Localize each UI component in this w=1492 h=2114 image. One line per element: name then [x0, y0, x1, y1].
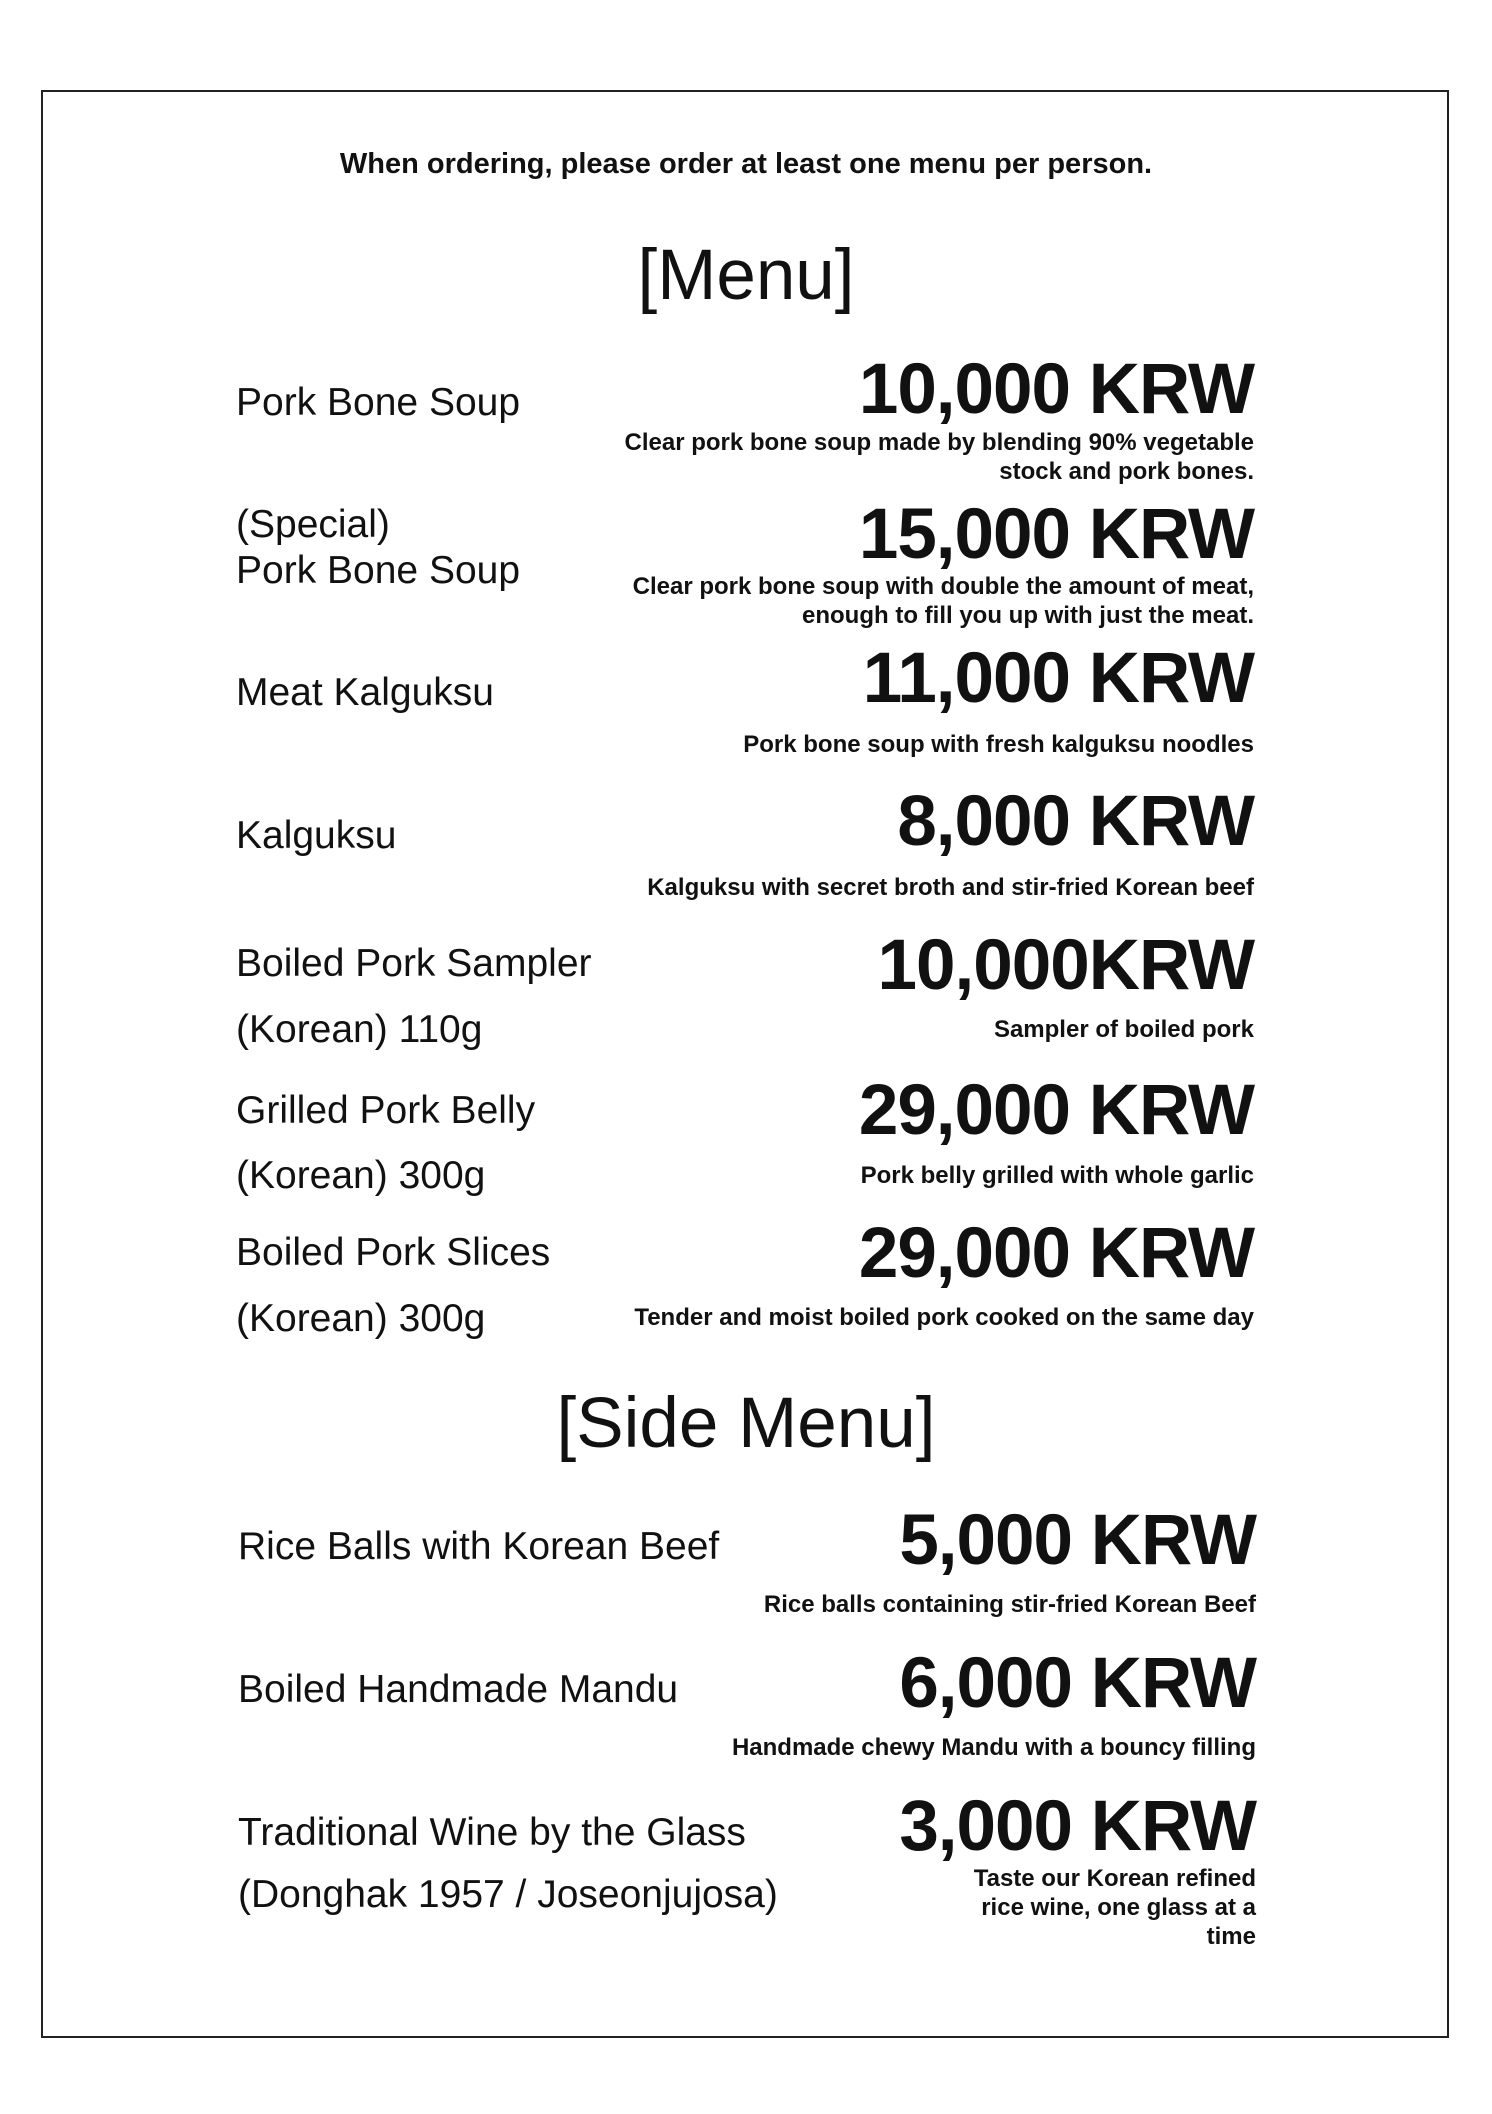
item-price: 5,000 KRW	[899, 1501, 1256, 1580]
item-price: 29,000 KRW	[858, 1071, 1254, 1150]
item-name-line2: (Korean) 110g	[236, 1008, 483, 1051]
item-name-line2: (Korean) 300g	[236, 1297, 486, 1340]
item-description: Clear pork bone soup with double the amount of meat, enough to fill you up with just the meat.	[632, 573, 1254, 629]
item-name: Boiled Handmade Mandu	[238, 1668, 679, 1711]
item-description: Clear pork bone soup made by blending 90% vegetable stock and pork bones.	[624, 429, 1254, 485]
item-price: 29,000 KRW	[858, 1214, 1254, 1293]
menu-section-title: [Menu]	[637, 236, 855, 315]
item-description: Pork belly grilled with whole garlic	[860, 1162, 1254, 1189]
item-description: Pork bone soup with fresh kalguksu noodles	[743, 731, 1254, 758]
item-description: Sampler of boiled pork	[993, 1016, 1254, 1043]
side-menu-section-title: [Side Menu]	[556, 1384, 936, 1463]
item-name: Pork Bone Soup	[236, 381, 521, 424]
item-description: Tender and moist boiled pork cooked on the same day	[634, 1304, 1254, 1331]
item-description: Kalguksu with secret broth and stir-fried Korean beef	[647, 874, 1254, 901]
item-price: 3,000 KRW	[899, 1787, 1256, 1866]
item-name-line1: Grilled Pork Belly	[236, 1089, 536, 1132]
item-name: Meat Kalguksu	[236, 671, 494, 714]
item-name-line1: Traditional Wine by the Glass	[238, 1811, 746, 1854]
item-name: Rice Balls with Korean Beef	[238, 1525, 720, 1568]
item-name: Kalguksu	[236, 814, 397, 857]
item-price: 11,000 KRW	[862, 639, 1254, 718]
item-price: 10,000KRW	[877, 926, 1254, 1005]
item-description: Taste our Korean refined rice wine, one glass at a time	[973, 1865, 1256, 1950]
item-price: 8,000 KRW	[897, 782, 1254, 861]
item-price: 6,000 KRW	[899, 1644, 1256, 1723]
item-description: Handmade chewy Mandu with a bouncy filling	[731, 1734, 1256, 1761]
ordering-notice: When ordering, please order at least one menu per person.	[339, 148, 1153, 180]
item-name-line2: (Korean) 300g	[236, 1154, 486, 1197]
item-price: 15,000 KRW	[858, 495, 1254, 574]
item-name-line1: Boiled Pork Sampler	[236, 942, 592, 985]
item-name-line2: (Donghak 1957 / Joseonjujosa)	[238, 1873, 778, 1916]
item-name-line2: Pork Bone Soup	[236, 549, 521, 592]
item-price: 10,000 KRW	[858, 350, 1254, 429]
item-description: Rice balls containing stir-fried Korean Beef	[763, 1591, 1256, 1618]
item-name-line1: Boiled Pork Slices	[236, 1231, 551, 1274]
item-name-line1: (Special)	[236, 503, 390, 546]
